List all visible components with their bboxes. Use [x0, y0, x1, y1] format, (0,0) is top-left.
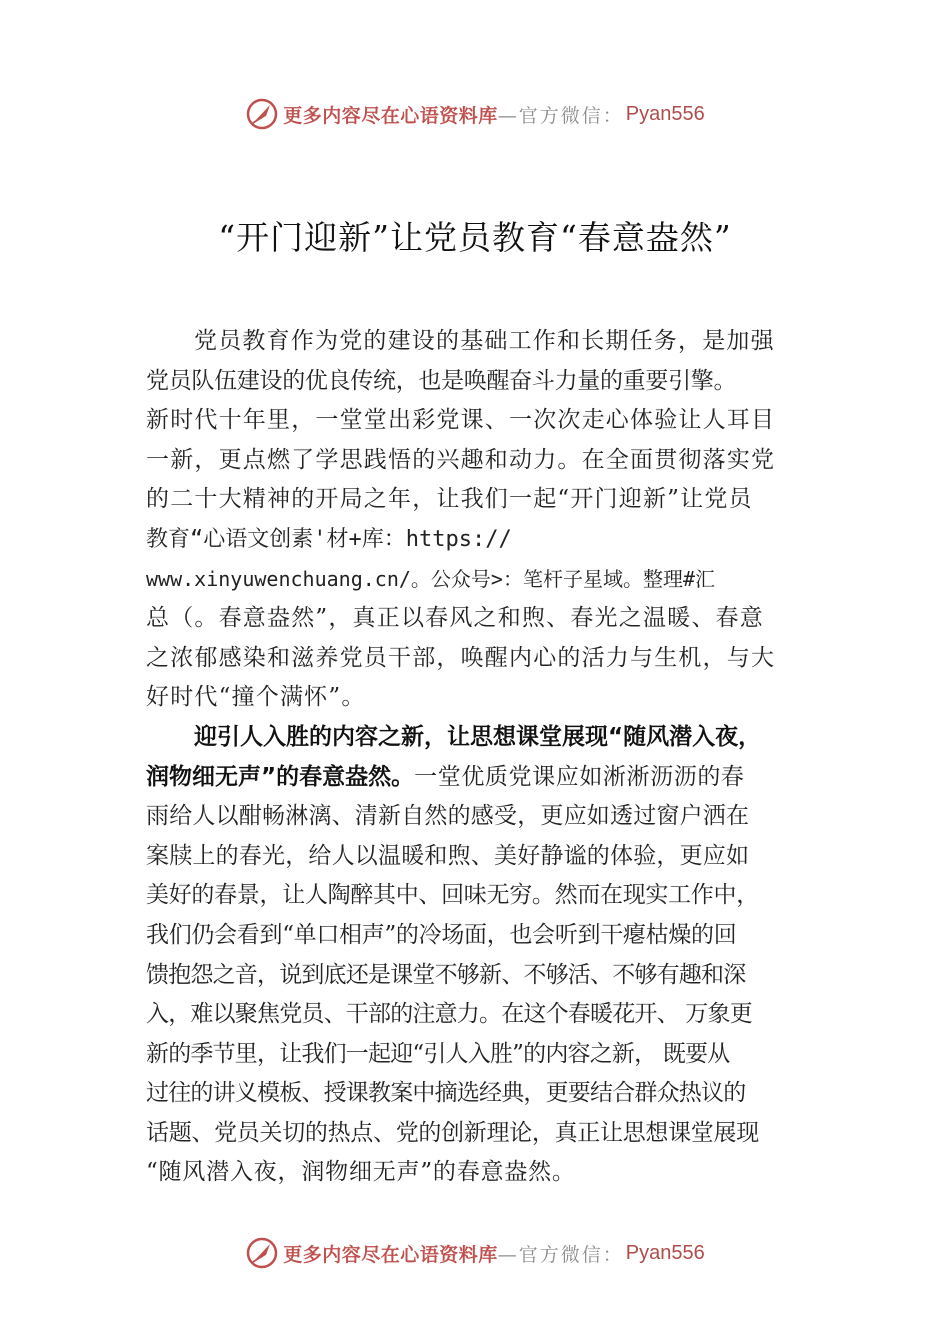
text-line — [146, 718, 818, 758]
text-line: 之浓郁感染和滋养党员干部，唤醒内心的活力与生机，与大 — [146, 644, 776, 671]
text-line: 教育“心语文创素'材+库：https:// — [146, 526, 512, 552]
text-line: 入，难以聚焦党员、干部的注意力。在这个春暖花开、 万象更 — [146, 1001, 752, 1028]
text-line: 新时代十年里，一堂堂出彩党课、一次次走心体验让人耳目 — [146, 407, 776, 434]
text-line: 党员教育作为党的建设的基础工作和长期任务，是加强 — [194, 328, 775, 354]
text-line: “随风潜入夜，润物细无声”的春意盎然。 — [146, 1159, 576, 1186]
watermark-official-text: —官方微信： — [497, 104, 624, 127]
watermark-banner-top — [0, 94, 950, 134]
text-line: 馈抱怨之音，说到底还是课堂不够新、不够活、不够有趣和深 — [146, 961, 746, 988]
text-line: 的二十大精神的开局之年，让我们一起“开门迎新”让党员 — [146, 486, 753, 513]
text-line: 一新，更点燃了学思践悟的兴趣和动力。在全面贯彻落实党 — [146, 446, 776, 473]
text-line: 美好的春景，让人陶醉其中、回味无穷。然而在现实工作中， — [146, 882, 759, 909]
document-title: “开门迎新”让党员教育“春意盎然” — [218, 218, 732, 257]
text-line: 好时代“撞个满怀”。 — [146, 684, 366, 711]
watermark-official-text: —官方微信： — [497, 1243, 624, 1266]
watermark-library-text: 更多内容尽在心语资料库 — [283, 1243, 498, 1266]
paragraph-text: 一堂优质党课应如淅淅沥沥的春 — [414, 763, 745, 790]
text-line: 话题、党员关切的热点、党的创新理论，真正让思想课堂展现 — [146, 1119, 759, 1146]
text-line: www.xinyuwenchuang.cn/。公众号>：笔杆子星域。整理#汇 — [146, 566, 715, 591]
paragraph-2 — [146, 718, 818, 1193]
text-line: 我们仍会看到“单口相声”的冷场面，也会听到干瘪枯燥的回 — [146, 921, 737, 948]
text-line: 过往的讲义模板、授课教案中摘选经典，更要结合群众热议的 — [146, 1080, 746, 1107]
quill-logo-icon — [245, 1236, 279, 1270]
watermark-wechat-id: Pyan556 — [625, 102, 705, 125]
text-line — [146, 758, 818, 798]
watermark-wechat-id: Pyan556 — [625, 1241, 705, 1264]
paragraph-1 — [146, 322, 818, 718]
watermark-banner-bottom — [0, 1233, 950, 1273]
watermark-library-text: 更多内容尽在心语资料库 — [283, 104, 498, 127]
text-line: 新的季节里，让我们一起迎“引人入胜”的内容之新， 既要从 — [146, 1040, 730, 1067]
text-line: 总（。春意盎然”，真正以春风之和煦、春光之温暖、春意 — [146, 605, 764, 632]
document-body — [146, 322, 818, 1193]
text-line: 党员队伍建设的优良传统，也是唤醒奋斗力量的重要引擎。 — [146, 367, 737, 394]
text-line: 案牍上的春光，给人以温暖和煦、美好静谧的体验，更应如 — [146, 842, 750, 869]
bold-heading-text: 迎引人入胜的内容之新，让思想课堂展现“随风潜入夜， — [194, 723, 762, 750]
quill-logo-icon — [245, 97, 279, 131]
text-line: 雨给人以酣畅淋漓、清新自然的感受，更应如透过窗户洒在 — [146, 803, 750, 830]
bold-heading-text: 润物细无声”的春意盎然。 — [146, 763, 415, 790]
